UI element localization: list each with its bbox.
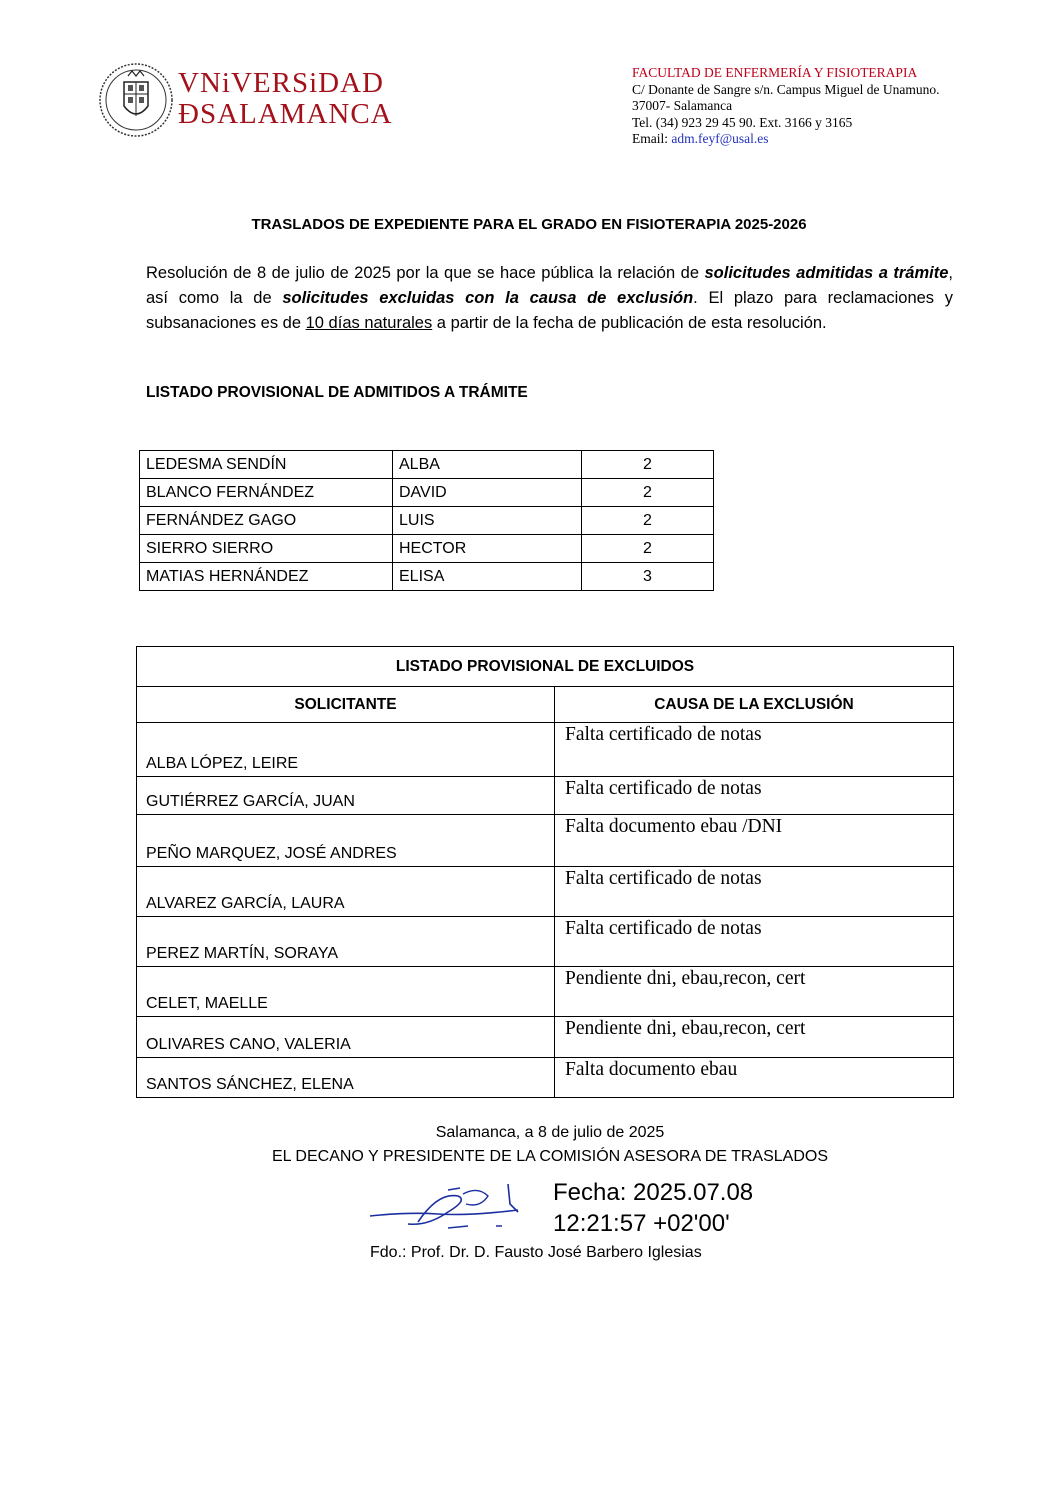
excluded-applicant: OLIVARES CANO, VALERIA: [137, 1017, 555, 1058]
document-title: TRASLADOS DE EXPEDIENTE PARA EL GRADO EN FISIOTERAPIA 2025-2026: [251, 216, 807, 233]
excluded-cause: Falta certificado de notas: [555, 867, 954, 917]
excluded-applicant: ALBA LÓPEZ, LEIRE: [137, 723, 555, 777]
excluded-cause: Falta certificado de notas: [555, 723, 954, 777]
faculty-address: [632, 65, 939, 148]
faculty-email-line: [632, 131, 939, 148]
excluded-cause: Falta certificado de notas: [555, 777, 954, 815]
admitted-row: [140, 507, 714, 535]
intro-text-3: . El plazo para reclamaciones y subsanaciones es de: [146, 289, 954, 332]
faculty-phone: Tel. (34) 923 29 45 90. Ext. 3166 y 3165: [632, 114, 853, 130]
admitted-value: 2: [582, 535, 714, 563]
intro-text-1: Resolución de 8 de julio de 2025 por la que se hace pública la relación de: [146, 264, 705, 282]
excluded-row: [137, 867, 954, 917]
intro-deadline: 10 días naturales: [305, 314, 433, 332]
excluded-row: [137, 815, 954, 867]
excluded-applicant: ALVAREZ GARCÍA, LAURA: [137, 867, 555, 917]
excluded-row: [137, 917, 954, 967]
admitted-value: 3: [582, 563, 714, 591]
excluded-applicant: PEREZ MARTÍN, SORAYA: [137, 917, 555, 967]
university-name-line2: ÐSALAMANCA: [178, 98, 393, 130]
faculty-address-line1: C/ Donante de Sangre s/n. Campus Miguel de Unamuno.: [632, 81, 940, 97]
admitted-name: ALBA: [393, 451, 582, 479]
excluded-cause: Pendiente dni, ebau,recon, cert: [555, 1017, 954, 1058]
excluded-applicant: GUTIÉRREZ GARCÍA, JUAN: [137, 777, 555, 815]
resolution-paragraph: [146, 261, 953, 336]
column-header-cause: CAUSA DE LA EXCLUSIÓN: [555, 687, 954, 723]
university-name-line1: VNiVERSiDAD: [178, 67, 384, 99]
admitted-value: 2: [582, 451, 714, 479]
admitted-row: [140, 535, 714, 563]
excluded-row: [137, 1058, 954, 1098]
admitted-row: [140, 451, 714, 479]
admitted-surname: LEDESMA SENDÍN: [140, 451, 393, 479]
university-name: [178, 68, 393, 130]
place-date: Salamanca, a 8 de julio de 2025: [435, 1124, 665, 1141]
admitted-surname: MATIAS HERNÁNDEZ: [140, 563, 393, 591]
excluded-row: [137, 723, 954, 777]
admitted-surname: FERNÁNDEZ GAGO: [140, 507, 393, 535]
admitted-row: [140, 479, 714, 507]
dean-title: EL DECANO Y PRESIDENTE DE LA COMISIÓN ASESORA DE TRASLADOS: [271, 1148, 829, 1165]
handwritten-signature: [368, 1182, 528, 1234]
admitted-heading: LISTADO PROVISIONAL DE ADMITIDOS A TRÁMITE: [146, 384, 528, 401]
email-label: Email:: [632, 131, 672, 146]
column-header-applicant: SOLICITANTE: [137, 687, 555, 723]
excluded-cause: Falta certificado de notas: [555, 917, 954, 967]
excluded-table: [136, 646, 954, 1098]
admitted-name: DAVID: [393, 479, 582, 507]
faculty-address-line2: 37007- Salamanca: [632, 98, 733, 113]
admitted-name: HECTOR: [393, 535, 582, 563]
signer-name: Fdo.: Prof. Dr. D. Fausto José Barbero Iglesias: [370, 1244, 702, 1261]
university-logo: [98, 60, 393, 140]
admitted-name: LUIS: [393, 507, 582, 535]
admitted-value: 2: [582, 479, 714, 507]
intro-emphasis-excluded: solicitudes excluidas con la causa de exclusión: [282, 289, 694, 307]
excluded-cause: Falta documento ebau: [555, 1058, 954, 1098]
excluded-row: [137, 777, 954, 815]
excluded-applicant: SANTOS SÁNCHEZ, ELENA: [137, 1058, 555, 1098]
intro-text-4: a partir de la fecha de publicación de esta resolución.: [432, 314, 827, 332]
signature-stamp: [553, 1177, 753, 1239]
email-link[interactable]: adm.feyf@usal.es: [671, 131, 769, 146]
excluded-applicant: CELET, MAELLE: [137, 967, 555, 1017]
admitted-value: 2: [582, 507, 714, 535]
stamp-time: 12:21:57 +02'00': [553, 1210, 730, 1237]
university-seal-icon: [98, 60, 176, 140]
intro-emphasis-admitted: solicitudes admitidas a trámite: [704, 264, 949, 282]
excluded-cause: Pendiente dni, ebau,recon, cert: [555, 967, 954, 1017]
admitted-surname: SIERRO SIERRO: [140, 535, 393, 563]
admitted-row: [140, 563, 714, 591]
excluded-row: [137, 1017, 954, 1058]
stamp-date: Fecha: 2025.07.08: [553, 1179, 754, 1206]
excluded-row: [137, 967, 954, 1017]
faculty-name: FACULTAD DE ENFERMERÍA Y FISIOTERAPIA: [632, 65, 918, 80]
excluded-cause: Falta documento ebau /DNI: [555, 815, 954, 867]
admitted-name: ELISA: [393, 563, 582, 591]
excluded-applicant: PEÑO MARQUEZ, JOSÉ ANDRES: [137, 815, 555, 867]
excluded-heading: LISTADO PROVISIONAL DE EXCLUIDOS: [137, 647, 954, 687]
admitted-surname: BLANCO FERNÁNDEZ: [140, 479, 393, 507]
intro-text-2: , así como la de: [146, 264, 953, 307]
admitted-table: [139, 450, 714, 591]
